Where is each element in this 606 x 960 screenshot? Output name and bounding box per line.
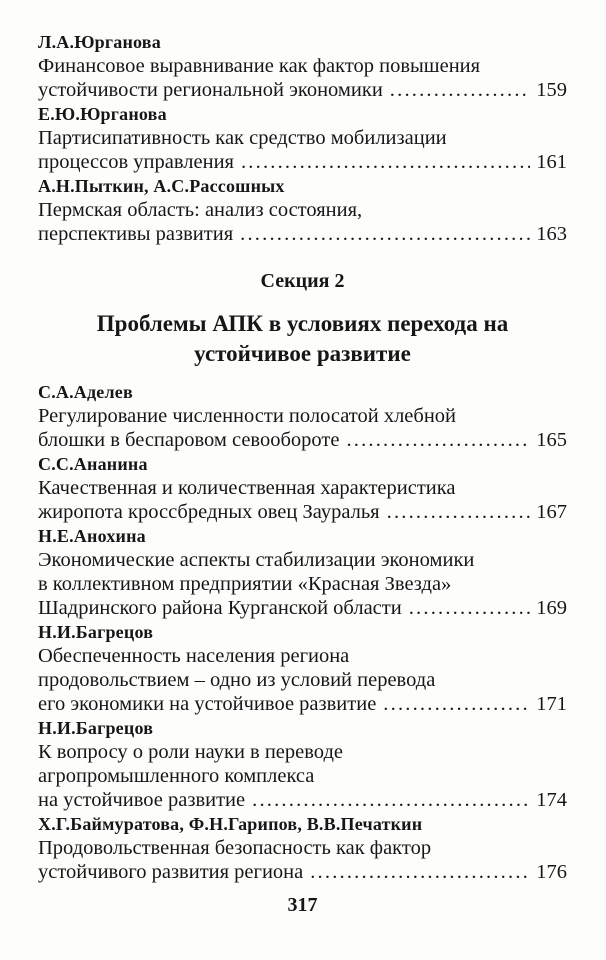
- toc-entry: [38, 380, 567, 452]
- entry-page-number: 159: [536, 79, 567, 101]
- entry-title-text: перспективы развития: [38, 223, 234, 245]
- entry-page-number: 171: [536, 693, 567, 715]
- toc-entry: [38, 174, 567, 246]
- dot-leader: [303, 860, 530, 884]
- entry-title-line: Финансовое выравнивание как фактор повышения: [38, 55, 481, 77]
- section-title: Проблемы АПК в условиях перехода на устойчивое развитие: [96, 311, 509, 366]
- entry-title-line: Партисипативность как средство мобилизации: [38, 127, 447, 149]
- entry-last-line: [38, 78, 567, 102]
- entry-title-line: Пермская область: анализ состояния,: [38, 199, 363, 221]
- dot-leader: [380, 500, 531, 524]
- entry-last-line: [38, 788, 567, 812]
- entry-title-text: Шадринского района Курганской области: [38, 597, 402, 619]
- entry-authors: Н.И.Багрецов: [38, 718, 154, 738]
- entry-title-text: процессов управления: [38, 151, 234, 173]
- entry-authors: Х.Г.Баймуратова, Ф.Н.Гарипов, В.В.Печаткин: [38, 814, 423, 834]
- entry-title-text: устойчивости региональной экономики: [38, 79, 383, 101]
- entry-last-line: [38, 150, 567, 174]
- entry-title-line: агропромышленного комплекса: [38, 765, 315, 787]
- entry-title-line: Продовольственная безопасность как фактор: [38, 837, 432, 859]
- entry-page-number: 161: [536, 151, 567, 173]
- entry-title-text: на устойчивое развитие: [38, 789, 246, 811]
- entry-authors: С.С.Ананина: [38, 454, 148, 474]
- entry-page-number: 167: [536, 501, 567, 523]
- dot-leader: [233, 222, 530, 246]
- entry-title-line: Обеспеченность населения региона: [38, 645, 350, 667]
- dot-leader: [234, 150, 530, 174]
- dot-leader: [383, 78, 530, 102]
- toc-entry: [38, 812, 567, 884]
- dot-leader: [339, 428, 530, 452]
- entry-page-number: 169: [536, 597, 567, 619]
- folio-page-number: 317: [287, 894, 318, 916]
- section-label: Секция 2: [260, 270, 345, 292]
- toc-entry: [38, 102, 567, 174]
- entry-title-line: Регулирование численности полосатой хлебной: [38, 405, 457, 427]
- entry-title-text: жиропота кроссбредных овец Зауралья: [38, 501, 380, 523]
- entry-last-line: [38, 500, 567, 524]
- toc-entry: [38, 716, 567, 812]
- entry-last-line: [38, 596, 567, 620]
- entry-title-line: Экономические аспекты стабилизации экономики: [38, 549, 475, 571]
- dot-leader: [376, 692, 530, 716]
- toc-entry: [38, 30, 567, 102]
- entry-authors: Н.Е.Анохина: [38, 526, 146, 546]
- entry-title-line: продовольствием – одно из условий перевода: [38, 669, 436, 691]
- entry-authors: Н.И.Багрецов: [38, 622, 154, 642]
- entry-title-line: Качественная и количественная характеристика: [38, 477, 456, 499]
- entry-authors: А.Н.Пыткин, А.С.Рассошных: [38, 176, 285, 196]
- dot-leader: [402, 596, 531, 620]
- entry-page-number: 163: [536, 223, 567, 245]
- entry-page-number: 165: [536, 429, 567, 451]
- entry-authors: С.А.Аделев: [38, 382, 133, 402]
- toc-entry: [38, 524, 567, 620]
- dot-leader: [245, 788, 530, 812]
- entry-title-text: его экономики на устойчивое развитие: [38, 693, 377, 715]
- toc-entry: [38, 452, 567, 524]
- entry-title-text: устойчивого развития региона: [38, 861, 304, 883]
- entry-last-line: [38, 222, 567, 246]
- entry-last-line: [38, 692, 567, 716]
- entry-title-line: в коллективном предприятии «Красная Звезда»: [38, 573, 452, 595]
- entry-last-line: [38, 860, 567, 884]
- entry-authors: Л.А.Юрганова: [38, 32, 161, 52]
- entry-last-line: [38, 428, 567, 452]
- toc-entry: [38, 620, 567, 716]
- entry-page-number: 174: [536, 789, 567, 811]
- entry-title-text: блошки в беспаровом севообороте: [38, 429, 340, 451]
- entry-page-number: 176: [536, 861, 567, 883]
- entry-title-line: К вопросу о роли науки в переводе: [38, 741, 343, 763]
- entry-authors: Е.Ю.Юрганова: [38, 104, 167, 124]
